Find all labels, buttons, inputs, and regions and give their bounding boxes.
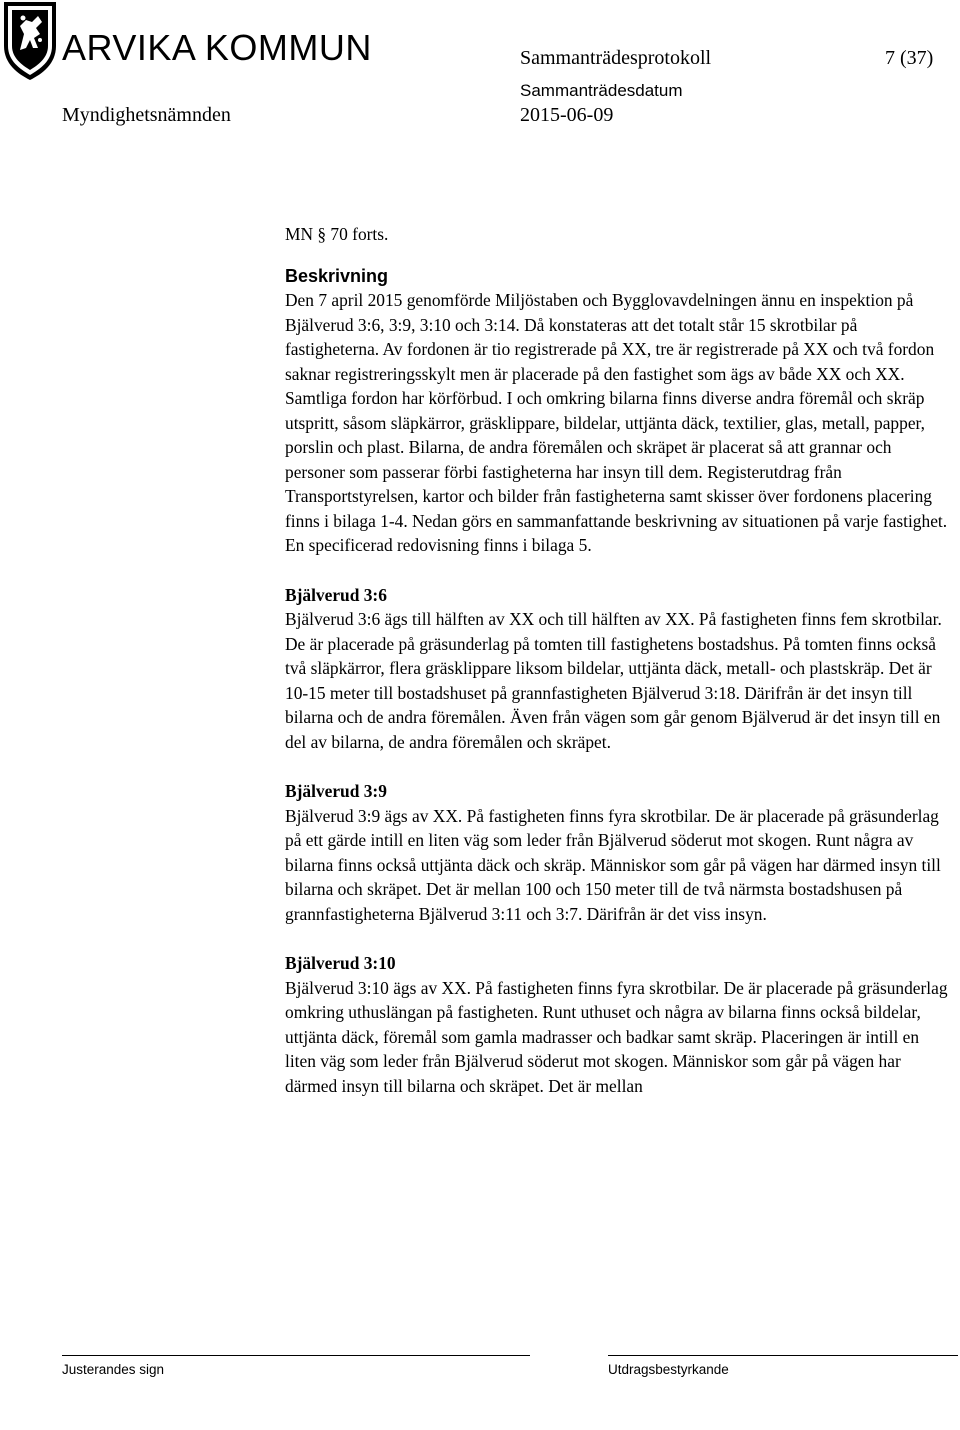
document-type: Sammanträdesprotokoll: [520, 47, 712, 69]
description-heading: Beskrivning: [285, 265, 389, 286]
description-text: Den 7 april 2015 genomförde Miljöstaben och Bygglovavdelningen ännu en inspektion på Bjälverud 3:6, 3:9, 3:10 och 3:14. Då konstateras att det totalt står 15 skrotbilar på fastigheterna. Av fordonen är tio registrerade på XX, tre är registrerade på XX och två fordon saknar registreringsskylt men är placerade på den fastighet som ägs av både XX och XX. Samtliga fordon har körförbud. I och omkring bilarna finns diverse andra föremål och skräp utspritt, såsom släpkärror, gräsklippare, bildelar, uttjänta däck, textilier, glas, metall, papper, porslin och plast. Bilarna, de andra föremålen och skräpet är placerat så att grannar och personer som passerar förbi fastigheterna har insyn till dem. Registerutdrag från Transportstyrelsen, kartor och bilder från fastigheterna samt skisser över fordonens placering finns i bilaga 1-4. Nedan görs en sammanfattande beskrivning av situationen på varje fastighet. En specificerad redovisning finns i bilaga 5.: [285, 290, 948, 555]
property-section-3-6: [285, 583, 953, 755]
property-heading: Bjälverud 3:6: [285, 584, 387, 605]
property-text: Bjälverud 3:6 ägs till hälften av XX och till hälften av XX. På fastigheten finns fem skrotbilar. De är placerade på gräsunderlag på tomten till fastighetens bostadshus. På tomten finns också två släpkärror, flera gräsklippare liksom bildelar, uttjänta däck, metall- och plastskräp. Det är 10-15 meter till bostadshuset på grannfastigheten Bjälverud 3:18. Därifrån är det insyn till bilarna och de andra föremålen. Även från vägen som går genom Bjälverud är det insyn till en del av bilarna, de andra föremålen och skräpet.: [285, 609, 942, 752]
footer-divider-left: [62, 1355, 530, 1356]
coat-of-arms-icon: [0, 0, 68, 82]
footer-divider-right: [608, 1355, 958, 1356]
footer-certification-label: Utdragsbestyrkande: [608, 1362, 729, 1377]
property-section-3-9: [285, 779, 953, 926]
property-heading: Bjälverud 3:9: [285, 781, 387, 801]
org-name: ARVIKA KOMMUN: [62, 27, 372, 68]
committee-name: Myndighetsnämnden: [62, 104, 231, 126]
paragraph-reference: MN § 70 forts.: [285, 224, 389, 244]
meeting-date-value: 2015-06-09: [520, 104, 614, 126]
property-text: Bjälverud 3:9 ägs av XX. På fastigheten finns fyra skrotbilar. De är placerade på gräsunderlag på ett gärde intill en liten väg som leder från Bjälverud söderut mot skogen. Runt några av bilarna finns också uttjänta däck och skräp. Människor som går på vägen har därmed insyn till bilarna och skräpet. Det är mellan 100 och 150 meter till de två närmsta bostadshusen på grannfastigheterna Bjälverud 3:11 och 3:7. Därifrån är det viss insyn.: [285, 805, 941, 924]
property-text: Bjälverud 3:10 ägs av XX. På fastigheten finns fyra skrotbilar. De är placerade på gräsunderlag omkring uthuslängan på fastigheten. Runt uthuset och några av bilarna finns också bildelar, uttjänta däck, föremål som gamla madrasser och badkar samt skräp. Placeringen är intill en liten väg som leder från Bjälverud söderut mot skogen. Människor som går på vägen har därmed insyn till bilarna och skräpet. Det är mellan: [285, 977, 948, 1096]
meeting-date-label: Sammanträdesdatum: [520, 81, 683, 100]
description-section: [285, 264, 953, 558]
property-section-3-10: [285, 951, 953, 1098]
footer-signature-label: Justerandes sign: [62, 1362, 165, 1377]
document-body: [285, 222, 953, 1123]
property-heading: Bjälverud 3:10: [285, 953, 396, 973]
page-number: 7 (37): [885, 47, 934, 69]
